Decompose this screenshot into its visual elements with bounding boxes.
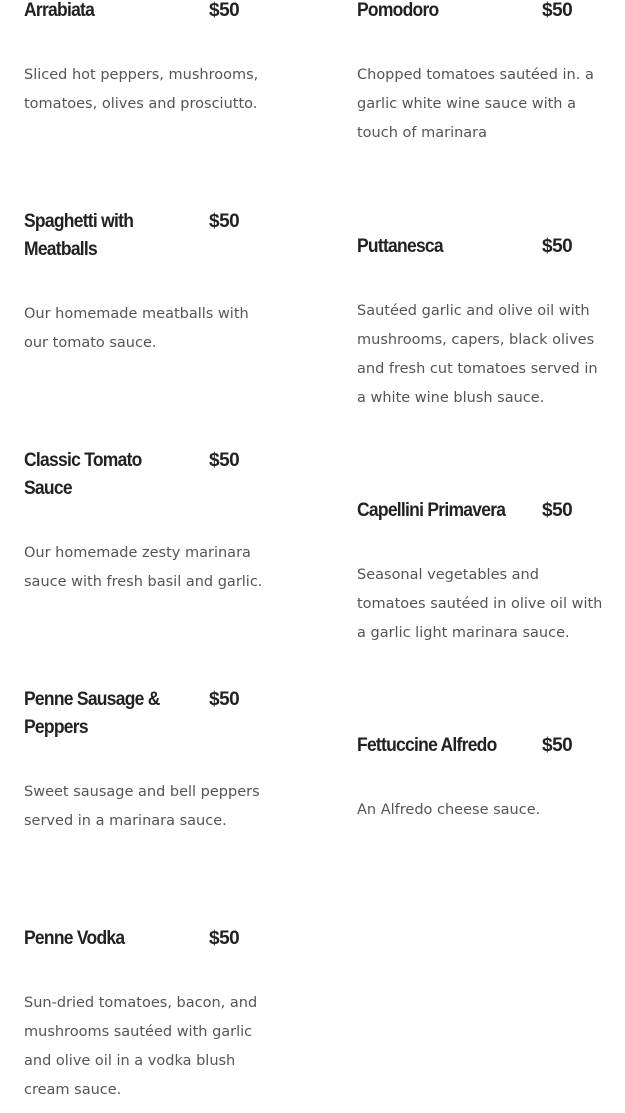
menu-item-price: $50 xyxy=(209,211,240,232)
menu-item-price: $50 xyxy=(542,0,573,21)
menu-item-name: Penne Sausage & Peppers xyxy=(24,689,160,738)
menu-item-name: Classic Tomato Sauce xyxy=(24,450,142,499)
menu-item-description: Our homemade zesty marinara sauce with fresh basil and garlic. xyxy=(24,545,263,590)
menu-item-name: Arrabiata xyxy=(24,0,95,21)
menu-item-price: $50 xyxy=(209,689,240,710)
menu-item-price: $50 xyxy=(542,735,573,756)
menu-item-name: Capellini Primavera xyxy=(357,500,506,521)
menu-item-name: Fettuccine Alfredo xyxy=(357,735,497,756)
menu-item-price: $50 xyxy=(209,450,240,471)
menu-item-description: An Alfredo cheese sauce. xyxy=(357,802,541,818)
menu-item-description: Sweet sausage and bell peppers served in a marinara sauce. xyxy=(24,784,260,829)
menu-item-name: Puttanesca xyxy=(357,236,443,257)
menu-item-description: Chopped tomatoes sautéed in. a garlic white wine sauce with a touch of marinara xyxy=(357,67,594,141)
menu-item-price: $50 xyxy=(542,500,573,521)
menu-item-price: $50 xyxy=(542,236,573,257)
menu-item-description: Sliced hot peppers, mushrooms, tomatoes, olives and prosciutto. xyxy=(24,67,259,112)
menu-item-name: Penne Vodka xyxy=(24,928,125,949)
menu-item-price: $50 xyxy=(209,928,240,949)
menu-item-description: Seasonal vegetables and tomatoes sautéed in olive oil with a garlic light marinara sauce. xyxy=(357,567,603,641)
menu-item-description: Sun-dried tomatoes, bacon, and mushrooms sautéed with garlic and olive oil in a vodka blush cream sauce. xyxy=(24,995,258,1098)
menu-item-name: Pomodoro xyxy=(357,0,439,21)
menu-item-price: $50 xyxy=(209,0,240,21)
menu-item-description: Our homemade meatballs with our tomato sauce. xyxy=(24,306,249,351)
menu-item-description: Sautéed garlic and olive oil with mushrooms, capers, black olives and fresh cut tomatoes served in a white wine blush sauce. xyxy=(357,303,598,406)
menu-item-name: Spaghetti with Meatballs xyxy=(24,211,134,260)
